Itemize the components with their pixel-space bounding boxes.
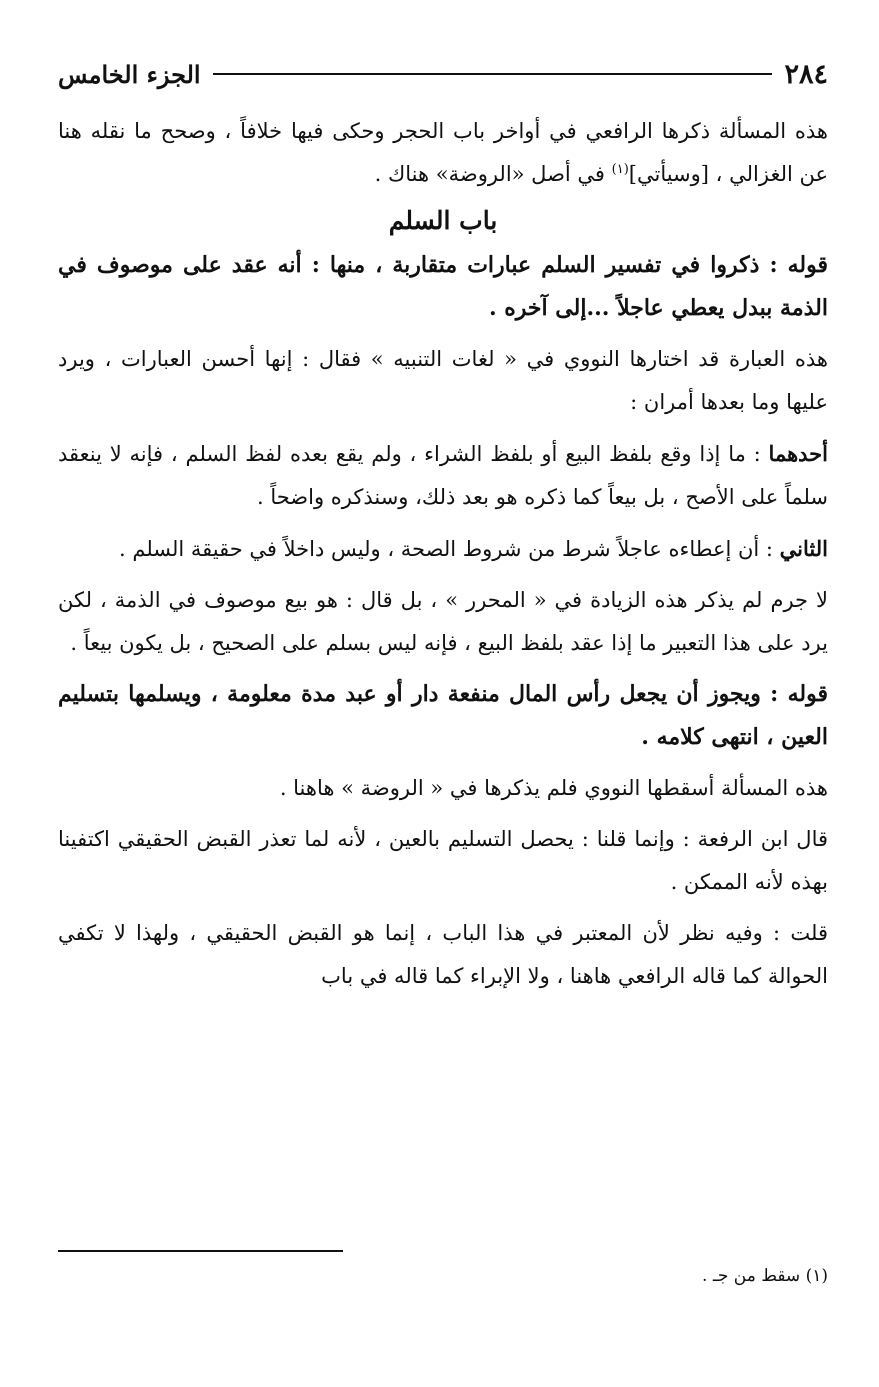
paragraph-4-text: : أن إعطاءه عاجلاً شرط من شروط الصحة ، وليس داخلاً في حقيقة السلم . xyxy=(119,537,780,561)
paragraph-7: هذه المسألة أسقطها النووي فلم يذكرها في « الروضة » هاهنا . xyxy=(279,776,828,800)
paragraph-quote-6: قوله : ويجوز أن يجعل رأس المال منفعة دار أو عبد مدة معلومة ، ويسلمها بتسليم العين ، انتهى كلامه . xyxy=(58,681,828,750)
book-page xyxy=(58,52,828,1352)
paragraph-9: قلت : وفيه نظر لأن المعتبر في هذا الباب ، إنما هو القبض الحقيقي ، ولهذا لا تكفي الحوالة كما قاله الرافعي هاهنا ، ولا الإبراء كما قاله في باب xyxy=(58,921,828,988)
footnote-rule xyxy=(58,1250,343,1252)
section-title: باب السلم xyxy=(388,206,498,235)
volume-title: الجزء الخامس xyxy=(58,59,201,89)
running-header xyxy=(58,52,828,96)
paragraph-2: هذه العبارة قد اختارها النووي في « لغات التنبيه » فقال : إنها أحسن العبارات ، ويرد عليها وما بعدها أمران : xyxy=(58,347,828,414)
footnote: (١) سقط من جـ . xyxy=(702,1266,828,1286)
paragraph-4-lead: الثاني xyxy=(779,536,828,561)
paragraph-4 xyxy=(58,527,828,571)
paragraph-8: قال ابن الرفعة : وإنما قلنا : يحصل التسليم بالعين ، لأنه لما تعذر القبض الحقيقي اكتفينا بهذه لأنه الممكن . xyxy=(58,827,828,894)
footnote-reference: (١) xyxy=(611,162,629,177)
page-number: ٢٨٤ xyxy=(784,58,828,90)
intro-paragraph xyxy=(58,110,828,196)
intro-text-end: في أصل «الروضة» هناك . xyxy=(374,162,612,186)
header-rule xyxy=(213,73,773,75)
paragraph-3-lead: أحدهما xyxy=(768,441,828,466)
paragraph-quote-1: قوله : ذكروا في تفسير السلم عبارات متقاربة ، منها : أنه عقد على موصوف في الذمة ببدل يعطي عاجلاً ...إلى آخره . xyxy=(58,252,828,321)
paragraph-3 xyxy=(58,432,828,519)
paragraph-5: لا جرم لم يذكر هذه الزيادة في « المحرر » ، بل قال : هو بيع موصوف في الذمة ، لكن يرد على هذا التعبير ما إذا عقد بلفظ البيع ، فإنه ليس بسلم على الصحيح ، بل يكون بيعاً . xyxy=(58,588,828,655)
paragraph-3-text: : ما إذا وقع بلفظ البيع أو بلفظ الشراء ، ولم يقع بعده لفظ السلم ، فإنه لا ينعقد سلماً على الأصح ، بل بيعاً كما ذكره هو بعد ذلك، وسنذكره واضحاً . xyxy=(58,442,828,509)
intro-text: هذه المسألة ذكرها الرافعي في أواخر باب الحجر وحكى فيها خلافاً ، وصحح ما نقله هنا عن الغزالي ، [وسيأتي] xyxy=(58,119,828,186)
